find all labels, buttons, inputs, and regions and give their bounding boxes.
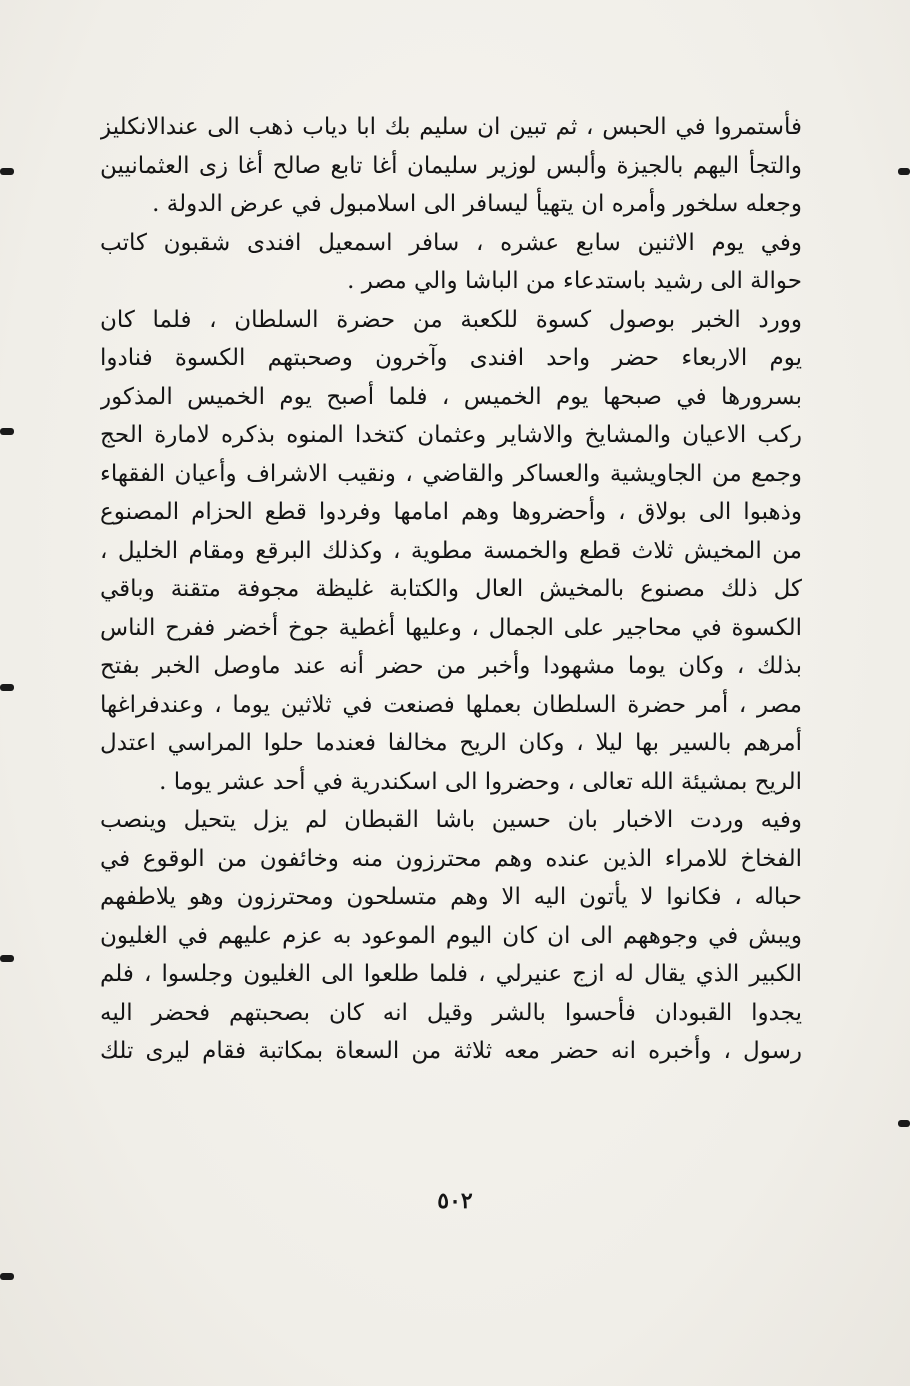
scan-mark-left (0, 428, 14, 435)
scan-mark-left (0, 168, 14, 175)
text-line: وجمع من الجاويشية والعساكر والقاضي ، ونقيب الاشراف وأعيان الفقهاء (100, 460, 802, 487)
text-line: أمرهم بالسير بها ليلا ، وكان الريح مخالفا فعندما حلوا المراسي اعتدل (100, 730, 802, 756)
text-line: حباله ، فكانوا لا يأتون اليه الا وهم متسلحون ومحترزون وهو يلاطفهم (100, 884, 802, 910)
text-line: وفي يوم الاثنين سابع عشره ، سافر اسمعيل افندى شقبون كاتب (100, 229, 802, 256)
scan-mark-left (0, 1273, 14, 1280)
scan-mark-left (0, 955, 14, 962)
text-line: الكسوة في محاجير على الجمال ، وعليها أغطية جوخ أخضر ففرح الناس (100, 614, 802, 641)
text-line: يجدوا القبودان فأحسوا بالشر وقيل انه كان بصحبتهم فحضر اليه (100, 999, 802, 1026)
text-line: الريح بمشيئة الله تعالى ، وحضروا الى اسكندرية في أحد عشر يوما . (159, 768, 802, 795)
text-line: بذلك ، وكان يوما مشهودا وأخبر من حضر أنه عند ماوصل الخبر بفتح (100, 653, 802, 679)
text-line: فأستمروا في الحبس ، ثم تبين ان سليم بك ابا دياب ذهب الى عندالانكليز (100, 114, 802, 140)
text-line: حوالة الى رشيد باستدعاء من الباشا والي مصر . (347, 268, 802, 294)
text-line: الفخاخ للامراء الذين عنده وهم محترزون منه وخائفون من الوقوع في (100, 845, 802, 872)
text-line: ركب الاعيان والمشايخ والاشاير وعثمان كتخدا المنوه بذكره لامارة الحج (100, 422, 802, 448)
scan-mark-right (898, 1120, 910, 1127)
page-number: ٥٠٢ (437, 1188, 473, 1214)
text-line: يوم الاربعاء حضر واحد افندى وآخرون وصحبتهم الكسوة فنادوا (100, 345, 802, 371)
text-line: رسول ، وأخبره انه حضر معه ثلاثة من السعاة بمكاتبة فقام ليرى تلك (100, 1038, 802, 1064)
scan-mark-left (0, 684, 14, 691)
text-line: وورد الخبر بوصول كسوة للكعبة من حضرة السلطان ، فلما كان (100, 306, 802, 333)
text-line: والتجأ اليهم بالجيزة وألبس لوزير سليمان أغا تابع صالح أغا زى العثمانيين (100, 152, 802, 179)
text-line: ويبش في وجوههم الى ان كان اليوم الموعود به عزم عليهم في الغليون (100, 922, 802, 949)
text-line: من المخيش ثلاث قطع والخمسة مطوية ، وكذلك البرقع ومقام الخليل ، (100, 537, 802, 564)
text-line: وذهبوا الى بولاق ، وأحضروها وهم امامها وفردوا قطع الحزام المصنوع (100, 499, 802, 525)
text-line: وجعله سلخور وأمره ان يتهيأ ليسافر الى اسلامبول في عرض الدولة . (152, 191, 802, 217)
text-line: الكبير الذي يقال له ازج عنيرلي ، فلما طلعوا الى الغليون وجلسوا ، فلم (100, 961, 802, 987)
text-line: بسرورها في صبحها يوم الخميس ، فلما أصبح يوم الخميس المذكور (100, 383, 802, 410)
text-line: مصر ، أمر حضرة السلطان بعملها فصنعت في ثلاثين يوما ، وعندفراغها (100, 691, 802, 718)
body-text (100, 108, 802, 1071)
text-line: وفيه وردت الاخبار بان حسين باشا القبطان لم يزل يتحيل وينصب (100, 807, 802, 833)
scan-mark-right (898, 168, 910, 175)
text-line: كل ذلك مصنوع بالمخيش العال والكتابة غليظة مجوفة متقنة وباقي (100, 576, 802, 602)
